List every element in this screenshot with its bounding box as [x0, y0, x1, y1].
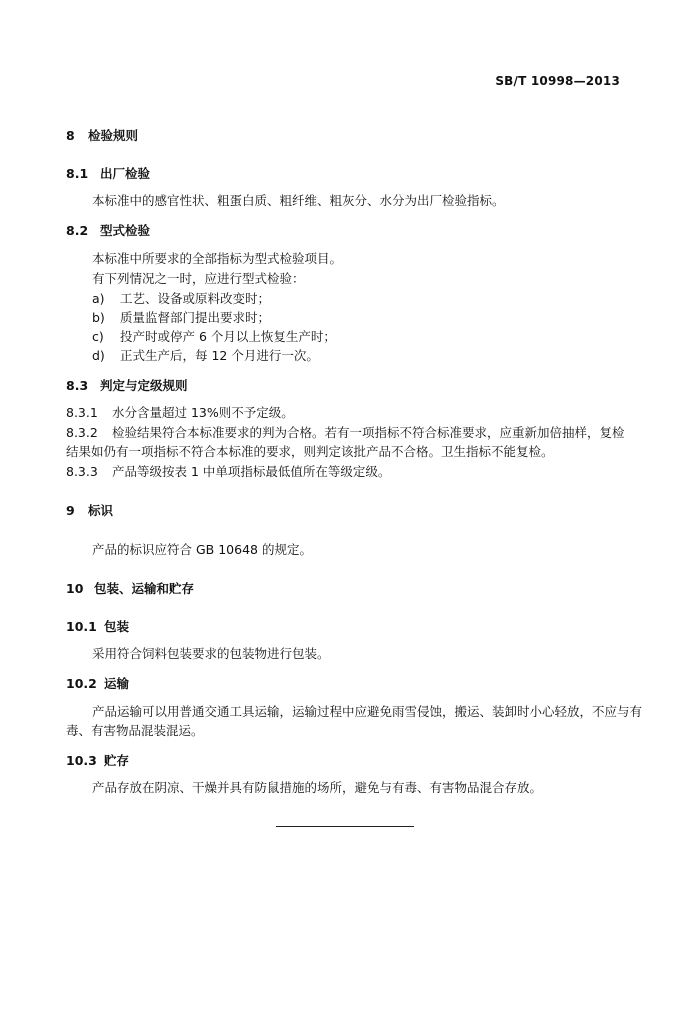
- paragraph: 本标准中的感官性状、粗蛋白质、粗纤维、粗灰分、水分为出厂检验指标。: [92, 193, 505, 208]
- paragraph: 本标准中所要求的全部指标为型式检验项目。: [92, 251, 343, 266]
- clause-text: 产品等级按表 1 中单项指标最低值所在等级定级。: [112, 464, 391, 479]
- clause-number: 8.3.1: [66, 405, 98, 420]
- paragraph: 有下列情况之一时，应进行型式检验：: [92, 271, 305, 286]
- section-title: 运输: [104, 676, 130, 691]
- clause-8-3-2-cont: 结果如仍有一项指标不符合本标准的要求，则判定该批产品不合格。卫生指标不能复检。: [66, 444, 554, 459]
- section-10-3-heading: [66, 753, 129, 769]
- clause-8-3-3: [66, 464, 390, 480]
- paragraph-cont: 毒、有害物品混装混运。: [66, 723, 204, 738]
- section-title: 型式检验: [100, 223, 151, 238]
- section-title: 判定与定级规则: [100, 378, 188, 393]
- list-item: [92, 329, 336, 345]
- paragraph: 产品的标识应符合 GB 10648 的规定。: [92, 542, 312, 557]
- list-label: a): [92, 291, 105, 306]
- list-label: b): [92, 310, 105, 325]
- section-number: 8.3: [66, 378, 89, 393]
- list-text: 投产时或停产 6 个月以上恢复生产时；: [120, 329, 336, 344]
- list-text: 工艺、设备或原料改变时；: [120, 291, 271, 306]
- section-number: 10.1: [66, 619, 97, 634]
- section-8-3-heading: [66, 378, 188, 394]
- clause-number: 8.3.2: [66, 425, 98, 440]
- section-10-heading: [66, 581, 194, 597]
- section-8-2-heading: [66, 223, 150, 239]
- section-title: 包装: [104, 619, 130, 634]
- section-title: 贮存: [104, 753, 130, 768]
- section-number: 8: [66, 128, 75, 143]
- paragraph: 产品存放在阴凉、干燥并具有防鼠措施的场所，避免与有毒、有害物品混合存放。: [92, 780, 543, 795]
- section-10-1-heading: [66, 619, 129, 635]
- section-9-heading: [66, 503, 113, 519]
- paragraph: 采用符合饲料包装要求的包装物进行包装。: [92, 646, 330, 661]
- list-item: [92, 291, 270, 307]
- clause-number: 8.3.3: [66, 464, 98, 479]
- end-rule: [276, 826, 414, 827]
- list-text: 质量监督部门提出要求时；: [120, 310, 271, 325]
- section-10-2-heading: [66, 676, 129, 692]
- clause-text: 检验结果符合本标准要求的判为合格。若有一项指标不符合标准要求，应重新加倍抽样，复检: [112, 425, 625, 440]
- list-item: [92, 348, 319, 364]
- section-number: 9: [66, 503, 75, 518]
- section-number: 10.3: [66, 753, 97, 768]
- clause-8-3-2: [66, 425, 625, 441]
- list-label: d): [92, 348, 105, 363]
- standard-code-header: SB/T 10998—2013: [495, 74, 620, 88]
- list-item: [92, 310, 270, 326]
- section-title: 检验规则: [88, 128, 139, 143]
- section-title: 包装、运输和贮存: [94, 581, 195, 596]
- section-title: 标识: [88, 503, 114, 518]
- list-label: c): [92, 329, 104, 344]
- section-number: 10.2: [66, 676, 97, 691]
- paragraph: 产品运输可以用普通交通工具运输，运输过程中应避免雨雪侵蚀，搬运、装卸时小心轻放，不应与有: [92, 704, 643, 719]
- section-number: 8.1: [66, 166, 89, 181]
- list-text: 正式生产后，每 12 个月进行一次。: [120, 348, 319, 363]
- clause-8-3-1: [66, 405, 294, 421]
- clause-text: 水分含量超过 13%则不予定级。: [112, 405, 294, 420]
- section-title: 出厂检验: [100, 166, 151, 181]
- section-number: 10: [66, 581, 84, 596]
- section-number: 8.2: [66, 223, 89, 238]
- section-8-heading: [66, 128, 138, 144]
- section-8-1-heading: [66, 166, 150, 182]
